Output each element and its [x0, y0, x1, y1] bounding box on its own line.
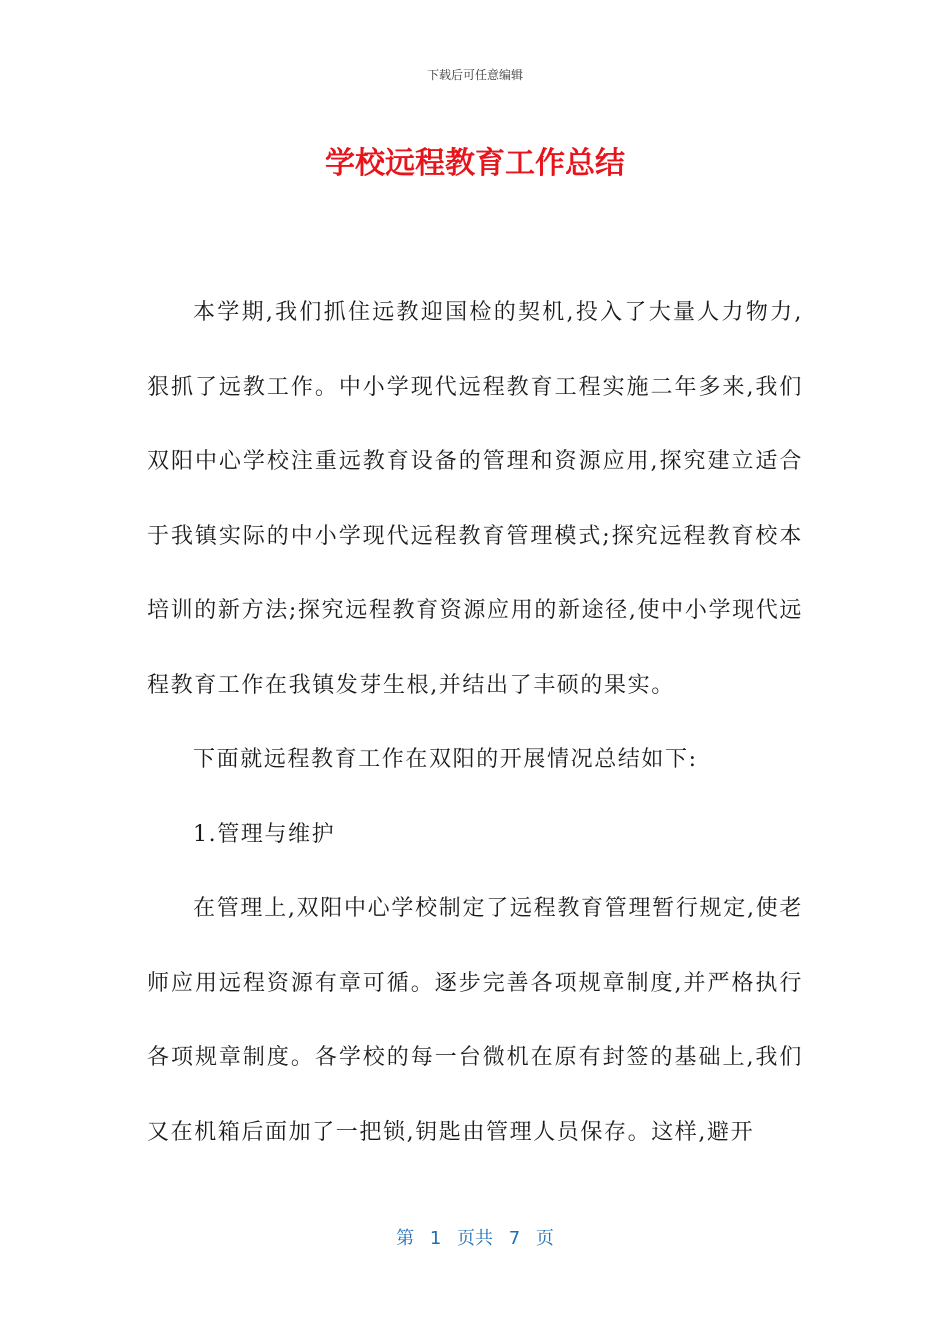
footer-total-pages: 7: [508, 1228, 521, 1249]
section-heading-management: 1.管理与维护: [193, 821, 336, 847]
footer-suffix: 页: [535, 1228, 554, 1249]
footer-middle: 页共: [457, 1228, 493, 1249]
footer-page-number: 1: [429, 1228, 442, 1249]
page-footer: [0, 1226, 950, 1252]
paragraph-intro: 本学期,我们抓住远教迎国检的契机,投入了大量人力物力,狠抓了远教工作。中小学现代远程教育工程实施二年多来,我们双阳中心学校注重远教育设备的管理和资源应用,探究建立适合于我镇实际的中小学现代远程教育管理模式;探究远程教育校本培训的新方法;探究远程教育资源应用的新途径,使中小学现代远程教育工作在我镇发芽生根,并结出了丰硕的果实。: [147, 300, 803, 698]
header-note: 下载后可任意编辑: [426, 68, 523, 82]
paragraph-management: 在管理上,双阳中心学校制定了远程教育管理暂行规定,使老师应用远程资源有章可循。逐步完善各项规章制度,并严格执行各项规章制度。各学校的每一台微机在原有封签的基础上,我们又在机箱后面加了一把锁,钥匙由管理人员保存。这样,避开: [147, 896, 803, 1145]
footer-prefix: 第: [396, 1228, 415, 1249]
document-body: [147, 276, 803, 1170]
document-title: 学校远程教育工作总结: [325, 146, 625, 181]
paragraph-summary-lead: 下面就远程教育工作在双阳的开展情况总结如下:: [193, 747, 698, 772]
